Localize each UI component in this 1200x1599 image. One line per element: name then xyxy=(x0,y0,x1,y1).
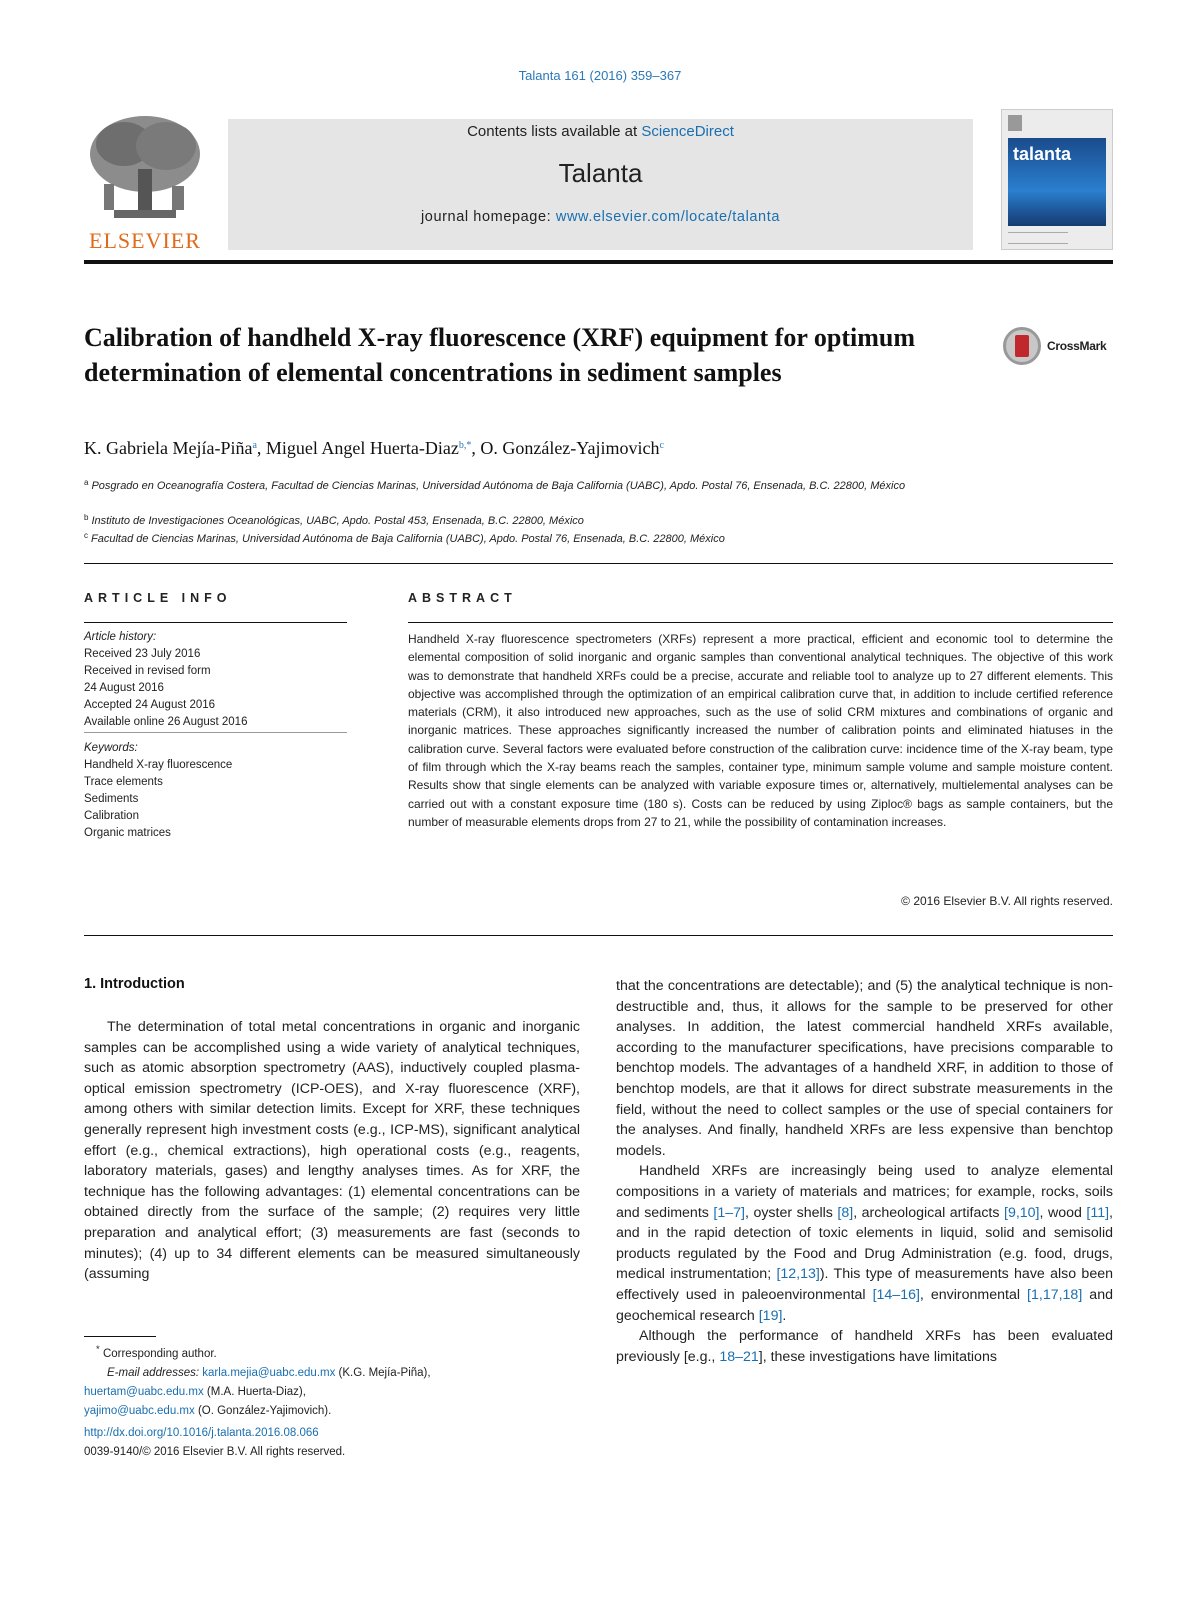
article-title: Calibration of handheld X-ray fluorescence (XRF) equipment for optimum determination of elemental concentrations in sediment samples xyxy=(84,323,916,387)
intro-paragraph xyxy=(616,1326,1113,1367)
tree-icon xyxy=(84,114,206,226)
article-info-rule xyxy=(84,622,347,623)
article-info-heading: ARTICLE INFO xyxy=(84,591,232,605)
email-line xyxy=(84,1364,584,1383)
sciencedirect-link[interactable]: ScienceDirect xyxy=(641,123,734,140)
journal-name: Talanta xyxy=(558,158,643,188)
keyword-item: Organic matrices xyxy=(84,827,171,839)
abstract-copyright: © 2016 Elsevier B.V. All rights reserved. xyxy=(901,894,1113,908)
reference-link[interactable]: [1–7] xyxy=(713,1204,745,1221)
masthead-rule xyxy=(84,260,1113,264)
para-text: Although the performance of handheld XRFs has been evaluated previously [e.g., xyxy=(616,1328,1113,1365)
history-item: Available online 26 August 2016 xyxy=(84,716,248,728)
para-text: , environmental xyxy=(919,1286,1028,1303)
crossmark-icon xyxy=(1003,327,1041,365)
author-affiliation-mark[interactable]: a xyxy=(252,440,257,451)
article-history-label: Article history: xyxy=(84,631,157,643)
intro-paragraph: The determination of total metal concentrations in organic and inorganic samples can be accomplished using a wide variety of analytical techniques, such as atomic absorption spectrometry (AAS), inductively coupled plasma-optical emission spectrometry (ICP-OES), and X-ray fluorescence (XRF), among others with similar detection limits. Except for XRF, these techniques generally represent high investment costs (e.g., ICP-MS), significant analytical effort (e.g., chemical extractions), high operational costs (e.g., reagents, laboratory materials, gases) and lengthy analyses times. As for XRF, the technique has the following advantages: (1) elemental concentrations can be obtained directly from the surface of the sample; (2) requires very little preparation and analytical effort; (3) measurements are fast (seconds to minutes); (4) up to 34 different elements can be measured simultaneously (assuming xyxy=(84,1019,580,1283)
author-list xyxy=(84,438,1113,459)
journal-banner xyxy=(228,119,973,250)
journal-cover[interactable] xyxy=(1001,109,1113,250)
email-link[interactable]: karla.mejia@uabc.edu.mx xyxy=(202,1366,336,1379)
crossmark-badge[interactable] xyxy=(1003,327,1115,367)
author-name[interactable]: Miguel Angel Huerta-Diaz xyxy=(265,438,459,458)
asterisk-mark: * xyxy=(96,1344,100,1355)
history-item: Accepted 24 August 2016 xyxy=(84,699,216,711)
para-text: , oyster shells xyxy=(744,1204,838,1221)
author-name[interactable]: O. González-Yajimovich xyxy=(480,438,660,458)
intro-paragraph xyxy=(616,1161,1113,1326)
doi-block xyxy=(84,1424,584,1462)
corresponding-line xyxy=(84,1340,584,1364)
abstract-end-rule xyxy=(84,935,1113,936)
email-owner: (K.G. Mejía-Piña), xyxy=(335,1366,431,1379)
affiliation xyxy=(84,527,984,548)
abstract-rule xyxy=(408,622,1113,623)
email-link[interactable]: huertam@uabc.edu.mx xyxy=(84,1385,204,1398)
email-link[interactable]: yajimo@uabc.edu.mx xyxy=(84,1404,195,1417)
para-text: ). This type of measurements have also been effectively used in paleoenvironmental xyxy=(616,1266,1113,1303)
reference-link[interactable]: [1,17,18] xyxy=(1027,1286,1083,1303)
email-owner: (O. González-Yajimovich). xyxy=(194,1404,332,1417)
reference-link[interactable]: [19] xyxy=(758,1307,783,1324)
keywords-rule xyxy=(84,732,347,733)
reference-link[interactable]: [11] xyxy=(1086,1204,1110,1221)
right-column xyxy=(616,976,1113,1367)
contents-prefix: Contents lists available at xyxy=(467,123,642,140)
affiliation-text: Facultad de Ciencias Marinas, Universidad Autónoma de Baja California (UABC), Apdo. Postal 76, Ensenada, B.C. 22800, México xyxy=(91,533,725,545)
history-item: 24 August 2016 xyxy=(84,682,164,694)
author-separator: , xyxy=(471,438,481,458)
email-owner: (M.A. Huerta-Diaz), xyxy=(203,1385,306,1398)
reference-link[interactable]: [9,10] xyxy=(1004,1204,1040,1221)
author-affiliation-mark[interactable]: c xyxy=(659,440,664,451)
homepage-prefix: journal homepage: xyxy=(420,209,556,225)
email-line xyxy=(84,1402,584,1421)
keyword-item: Trace elements xyxy=(84,776,163,788)
cover-title: talanta xyxy=(1013,144,1072,164)
elsevier-logo[interactable] xyxy=(84,114,206,256)
affiliation xyxy=(84,474,984,495)
cover-publisher-icon xyxy=(1008,115,1022,131)
cover-text-lines xyxy=(1008,232,1068,244)
para-text: , wood xyxy=(1039,1204,1087,1221)
para-text: Handheld XRFs are increasingly being used to analyze elemental compositions in a variety of materials and matrices; for example, rocks, soils and sediments xyxy=(616,1163,1113,1221)
affiliation-mark: c xyxy=(84,531,88,540)
publisher-wordmark: ELSEVIER xyxy=(89,228,201,253)
homepage-link[interactable]: www.elsevier.com/locate/talanta xyxy=(555,209,781,225)
reference-link[interactable]: [12,13] xyxy=(776,1266,820,1283)
affiliation-text: Posgrado en Oceanografía Costera, Facultad de Ciencias Marinas, Universidad Autónoma de Baja California (UABC), Apdo. Postal 76, Ensenada, B.C. 22800, México xyxy=(91,480,906,492)
reference-link[interactable]: [8] xyxy=(837,1204,854,1221)
affiliation-rule xyxy=(84,563,1113,564)
left-column xyxy=(84,1017,580,1285)
abstract-heading: ABSTRACT xyxy=(408,591,517,605)
footnote-rule xyxy=(84,1336,156,1337)
section-title: 1. Introduction xyxy=(84,976,185,992)
cover-artwork xyxy=(1008,138,1106,226)
para-text: , and in the rapid detection of toxic elements in liquid, solid and semisolid products regulated by the Food and Drug Administration (e.g. food, drugs, medical instrumentation; xyxy=(616,1204,1113,1283)
corresponding-label: Corresponding author. xyxy=(102,1347,217,1360)
crossmark-label: CrossMark xyxy=(1047,339,1107,353)
keyword-item: Sediments xyxy=(84,793,139,805)
affiliation-mark: b xyxy=(84,513,89,522)
para-text: , archeological artifacts xyxy=(853,1204,1004,1221)
abstract-text: Handheld X-ray fluorescence spectrometers (XRFs) represent a more practical, efficient and economic tool to determine the elemental composition of solid inorganic and organic samples than conventional analytical techniques. The objective of this work was to demonstrate that handheld XRFs could be a precise, accurate and reliable tool to analyze up to 27 different elements. This objective was accomplished through the optimization of an empirical calibration curve that, in addition to include certified reference materials (CRM), it also introduced new approaches, such as the use of solid CRM mixtures and combinations of organic and inorganic matrices. These approaches significantly increased the number of calibration points and eliminated hiatuses in the calibration curve. Several factors were evaluated before construction of the calibration curve: incidence time of the X-ray beam, type of film through which the X-ray beams reach the samples, container type, minimum sample volume and sample moisture content. Results show that single elements can be analyzed with variable exposure times or, alternatively, multielemental analyses can be carried out with a constant exposure time (180 s). Costs can be reduced by using Ziploc® bags as sample containers, but the number of measurable elements drops from 27 to 21, while the possibility of contamination increases. xyxy=(408,632,1113,829)
article-history xyxy=(84,629,347,731)
history-item: Received in revised form xyxy=(84,665,211,677)
contents-line xyxy=(228,123,973,140)
intro-paragraph: that the concentrations are detectable); and (5) the analytical technique is non-destructible and, thus, it allows for the sample to be preserved for other analyses. In addition, the latest commercial handheld XRFs available, according to the manufacturer specifications, have precisions comparable to benchtop models. The advantages of a handheld XRF, in addition to those of benchtop models, are that it allows for direct substrate measurements in the field, without the need to collect samples or the use of special containers for the analyses. And finally, handheld XRFs are less expensive than benchtop models. xyxy=(616,978,1113,1159)
affiliation-text: Instituto de Investigaciones Oceanológicas, UABC, Apdo. Postal 453, Ensenada, B.C. 22800, México xyxy=(91,515,584,527)
para-text: . xyxy=(782,1307,787,1324)
author-affiliation-mark[interactable]: b,* xyxy=(458,440,472,451)
corresponding-footnote xyxy=(84,1340,584,1421)
doi-link[interactable]: http://dx.doi.org/10.1016/j.talanta.2016.08.066 xyxy=(84,1427,319,1439)
author-name[interactable]: K. Gabriela Mejía-Piña xyxy=(84,438,253,458)
affiliation-mark: a xyxy=(84,478,89,487)
history-item: Received 23 July 2016 xyxy=(84,648,201,660)
journal-citation[interactable]: Talanta 161 (2016) 359–367 xyxy=(518,68,682,83)
reference-link[interactable]: [14–16] xyxy=(872,1286,920,1303)
keywords xyxy=(84,740,347,842)
issn-line: 0039-9140/© 2016 Elsevier B.V. All rights reserved. xyxy=(84,1446,346,1458)
email-line xyxy=(84,1383,584,1402)
homepage-line xyxy=(228,209,973,225)
reference-link[interactable]: 18–21 xyxy=(719,1348,759,1365)
keywords-label: Keywords: xyxy=(84,742,138,754)
para-text: ], these investigations have limitations xyxy=(758,1348,997,1365)
masthead xyxy=(84,104,1113,256)
keyword-item: Calibration xyxy=(84,810,139,822)
keyword-item: Handheld X-ray fluorescence xyxy=(84,759,233,771)
author-separator: , xyxy=(256,438,266,458)
email-label: E-mail addresses: xyxy=(107,1366,203,1379)
para-text: and geochemical research xyxy=(616,1286,1113,1324)
